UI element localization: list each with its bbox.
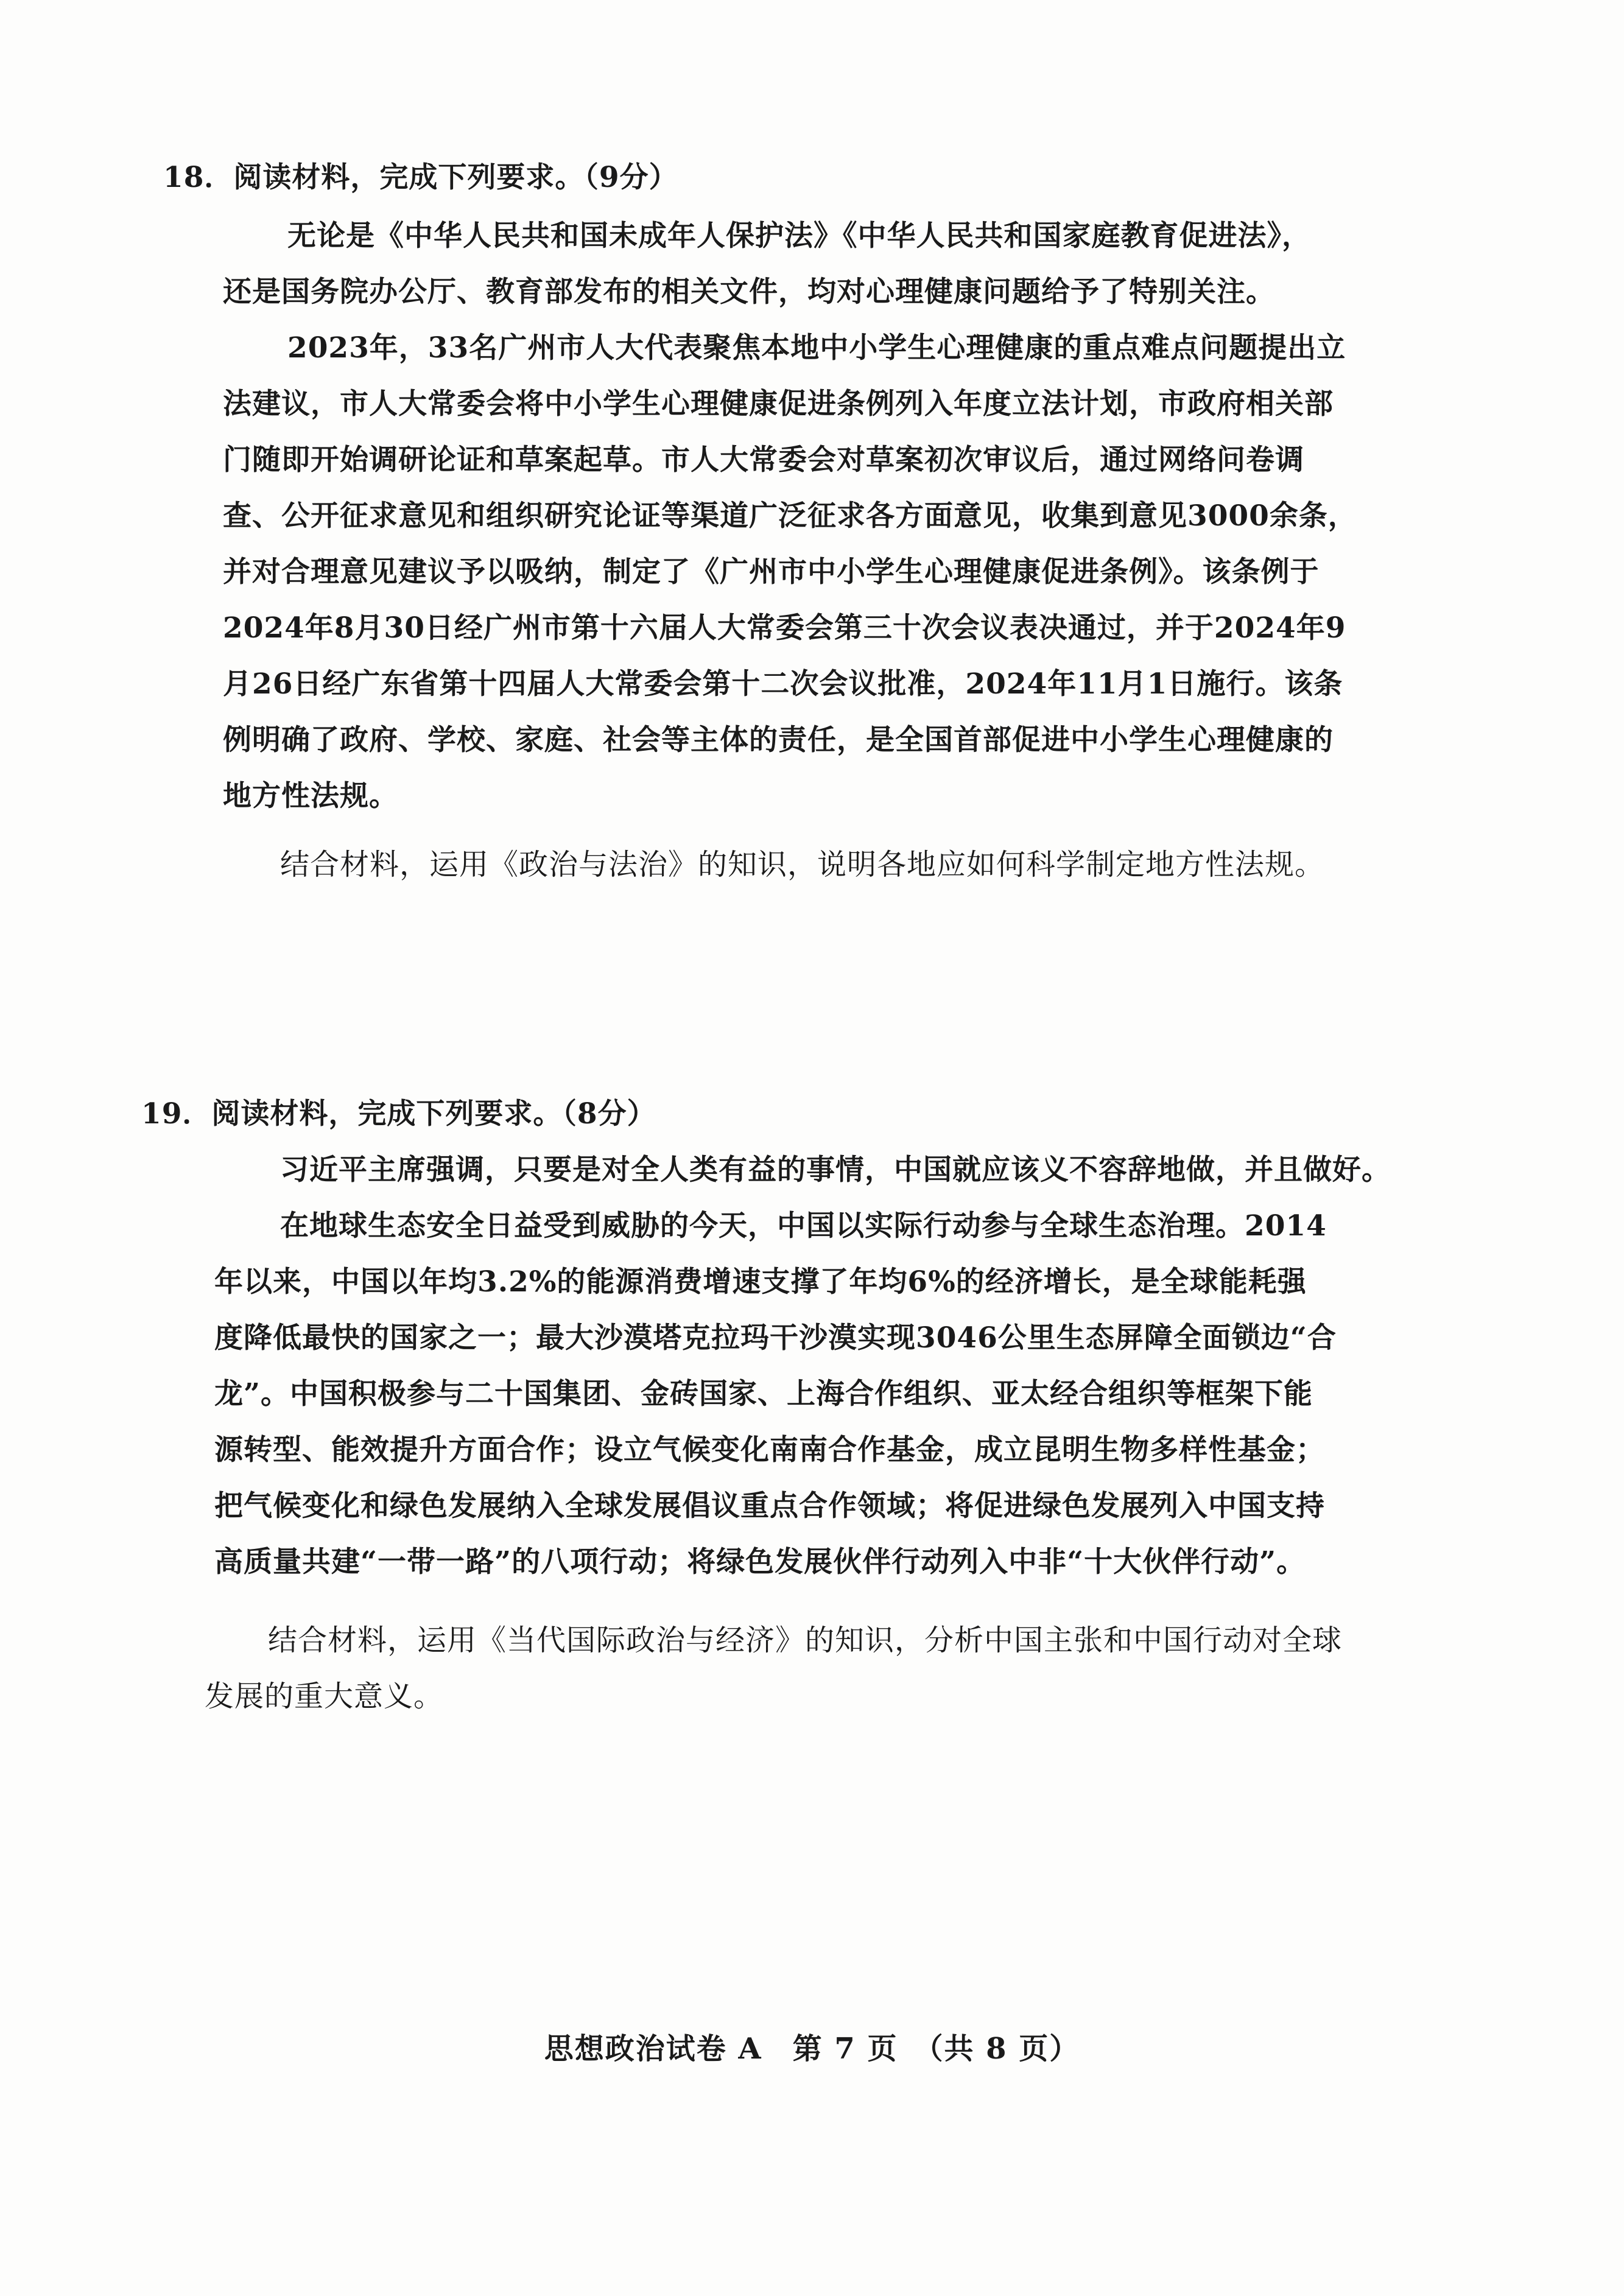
q19-material-line: 年以来，中国以年均3.2%的能源消费增速支撑了年均6%的经济增长，是全球能耗强	[214, 1265, 1307, 1299]
q18-material-line: 还是国务院办公厅、教育部发布的相关文件，均对心理健康问题给予了特别关注。	[223, 275, 1275, 309]
question-19-title: 19．阅读材料，完成下列要求。（8分）	[141, 1097, 656, 1131]
question-19-prompt-line: 结合材料，运用《当代国际政治与经济》的知识，分析中国主张和中国行动对全球	[268, 1623, 1343, 1657]
q19-material-line: 在地球生态安全日益受到威胁的今天，中国以实际行动参与全球生态治理。2014	[280, 1209, 1327, 1243]
q18-material-line: 2023年，33名广州市人大代表聚焦本地中小学生心理健康的重点难点问题提出立	[287, 331, 1346, 365]
q18-material-line: 门随即开始调研论证和草案起草。市人大常委会对草案初次审议后，通过网络问卷调	[223, 443, 1304, 477]
q19-material-line: 源转型、能效提升方面合作；设立气候变化南南合作基金，成立昆明生物多样性基金；	[214, 1433, 1325, 1467]
q18-material-line: 月26日经广东省第十四届人大常委会第十二次会议批准，2024年11月1日施行。该条	[223, 667, 1343, 701]
q18-material-line: 地方性法规。	[223, 779, 398, 813]
q19-material-line: 习近平主席强调，只要是对全人类有益的事情，中国就应该义不容辞地做，并且做好。	[280, 1153, 1391, 1187]
q19-material-line: 度降低最快的国家之一；最大沙漠塔克拉玛干沙漠实现3046公里生态屏障全面锁边“合	[214, 1321, 1337, 1355]
question-18-prompt: 结合材料，运用《政治与法治》的知识，说明各地应如何科学制定地方性法规。	[280, 848, 1325, 882]
q19-material-line: 龙”。中国积极参与二十国集团、金砖国家、上海合作组织、亚太经合组织等框架下能	[214, 1377, 1313, 1411]
question-18-title: 18．阅读材料，完成下列要求。（9分）	[163, 161, 678, 194]
q18-material-line: 法建议，市人大常委会将中小学生心理健康促进条例列入年度立法计划，市政府相关部	[223, 387, 1334, 421]
q19-material-line: 把气候变化和绿色发展纳入全球发展倡议重点合作领域；将促进绿色发展列入中国支持	[214, 1489, 1325, 1523]
page-footer: 思想政治试卷 A 第 7 页 （共 8 页）	[544, 2032, 1080, 2066]
q18-material-line: 无论是《中华人民共和国未成年人保护法》《中华人民共和国家庭教育促进法》，	[287, 219, 1311, 253]
question-19-prompt-line: 发展的重大意义。	[205, 1679, 444, 1713]
q18-material-line: 2024年8月30日经广州市第十六届人大常委会第三十次会议表决通过，并于2024年9	[223, 611, 1346, 645]
q18-material-line: 查、公开征求意见和组织研究论证等渠道广泛征求各方面意见，收集到意见3000余条，	[223, 499, 1357, 533]
q19-material-line: 高质量共建“一带一路”的八项行动；将绿色发展伙伴行动列入中非“十大伙伴行动”。	[214, 1545, 1306, 1579]
q18-material-line: 并对合理意见建议予以吸纳，制定了《广州市中小学生心理健康促进条例》。该条例于	[223, 555, 1320, 589]
q18-material-line: 例明确了政府、学校、家庭、社会等主体的责任，是全国首部促进中小学生心理健康的	[223, 723, 1334, 757]
